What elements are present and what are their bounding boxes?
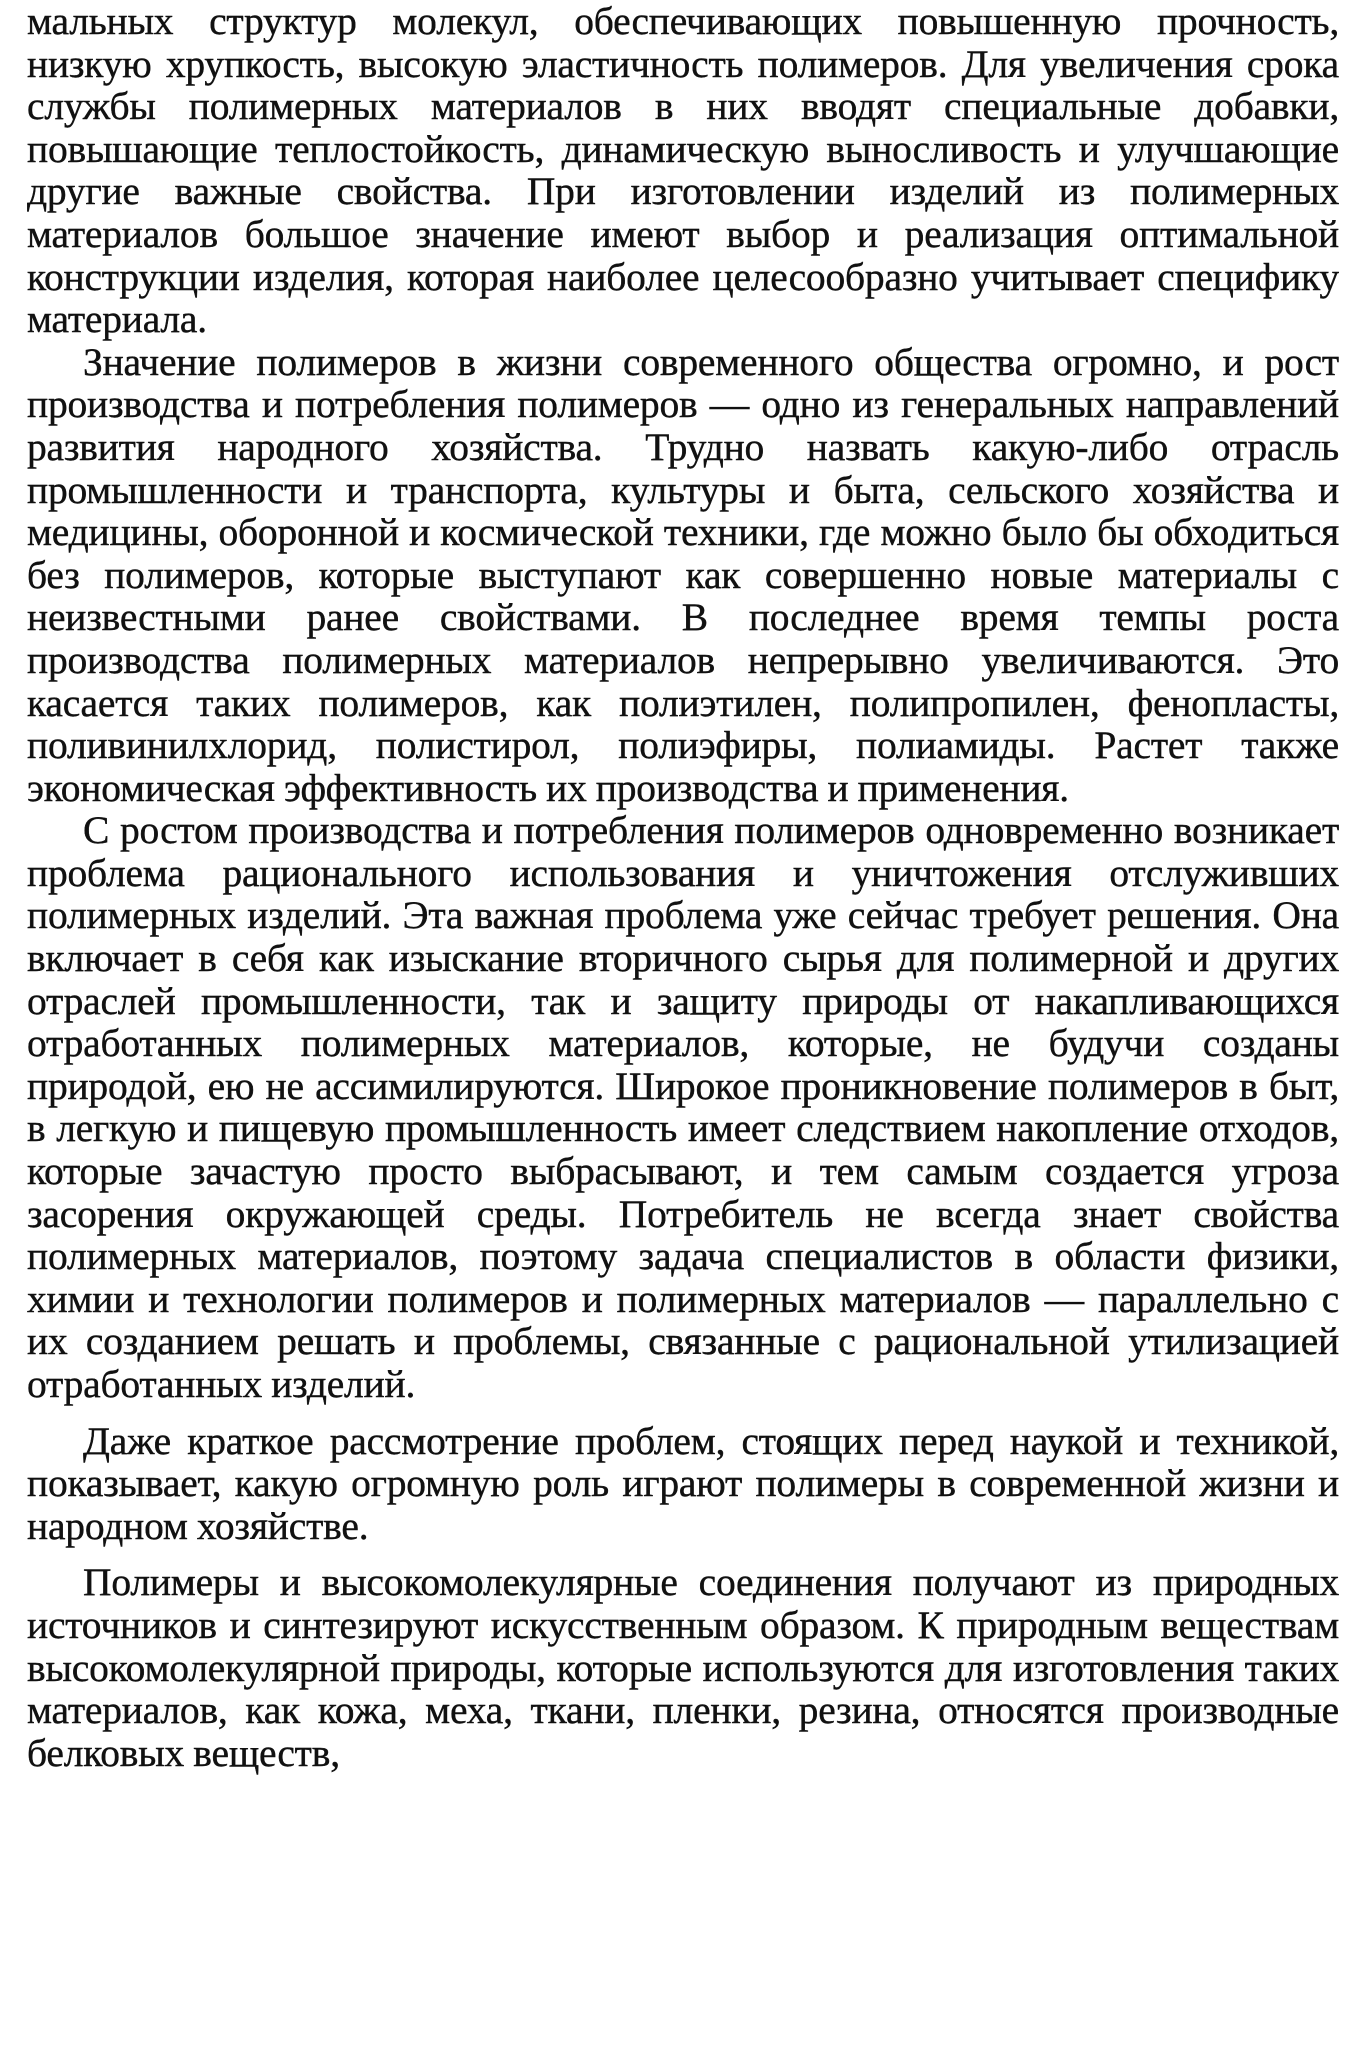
paragraph-5: Полимеры и высокомолекулярные соединения получают из природных источников и синтезируют искусственным образом. К природным веществам высокомолекулярной природы, которые используются для изготовления таких материалов, как кожа, меха, ткани, пленки, резина, относятся производные белковых веществ, bbox=[27, 1560, 1339, 1775]
paragraph-3: С ростом производства и потребления полимеров одновременно возникает проблема рационального использования и уничтожения отслуживших полимерных изделий. Эта важная проблема уже сейчас требует решения. Она включает в себя как изыскание вторичного сырья для полимерной и других отраслей промышленности, так и защиту природы от накапливающихся отработанных полимерных материалов, которые, не будучи созданы природой, ею не ассимилируются. Широкое проникновение полимеров в быт, в легкую и пищевую промышленность имеет следствием накопление отходов, которые зачастую просто выбрасывают, и тем самым создается угроза засорения окружающей среды. Потребитель не всегда знает свойства полимерных материалов, поэтому задача специалистов в области физики, химии и технологии полимеров и полимерных материалов — параллельно с их созданием решать и проблемы, связанные с рациональной утилизацией отработанных изделий. bbox=[27, 808, 1339, 1406]
paragraph-4: Даже краткое рассмотрение проблем, стоящих перед наукой и техникой, показывает, какую огромную роль играют полимеры в современной жизни и народном хозяйстве. bbox=[27, 1418, 1339, 1548]
document-page bbox=[27, 0, 1339, 2046]
paragraph-2: Значение полимеров в жизни современного общества огромно, и рост производства и потребления полимеров — одно из генеральных направлений развития народного хозяйства. Трудно назвать какую-либо отрасль промышленности и транспорта, культуры и быта, сельского хозяйства и медицины, оборонной и космической техники, где можно было бы обходиться без полимеров, которые выступают как совершенно новые материалы с неизвестными ранее свойствами. В последнее время темпы роста производства полимерных материалов непрерывно увеличиваются. Это касается таких полимеров, как полиэтилен, полипропилен, фенопласты, поливинилхлорид, полистирол, полиэфиры, полиамиды. Растет также экономическая эффективность их производства и применения. bbox=[27, 339, 1339, 810]
paragraph-1: мальных структур молекул, обеспечивающих повышенную прочность, низкую хрупкость, высокую эластичность полимеров. Для увеличения срока службы полимерных материалов в них вводят специальные добавки, повышающие теплостойкость, динамическую выносливость и улучшающие другие важные свойства. При изготовлении изделий из полимерных материалов большое значение имеют выбор и реализация оптимальной конструкции изделия, которая наиболее целесообразно учитывает специфику материала. bbox=[27, 0, 1339, 342]
